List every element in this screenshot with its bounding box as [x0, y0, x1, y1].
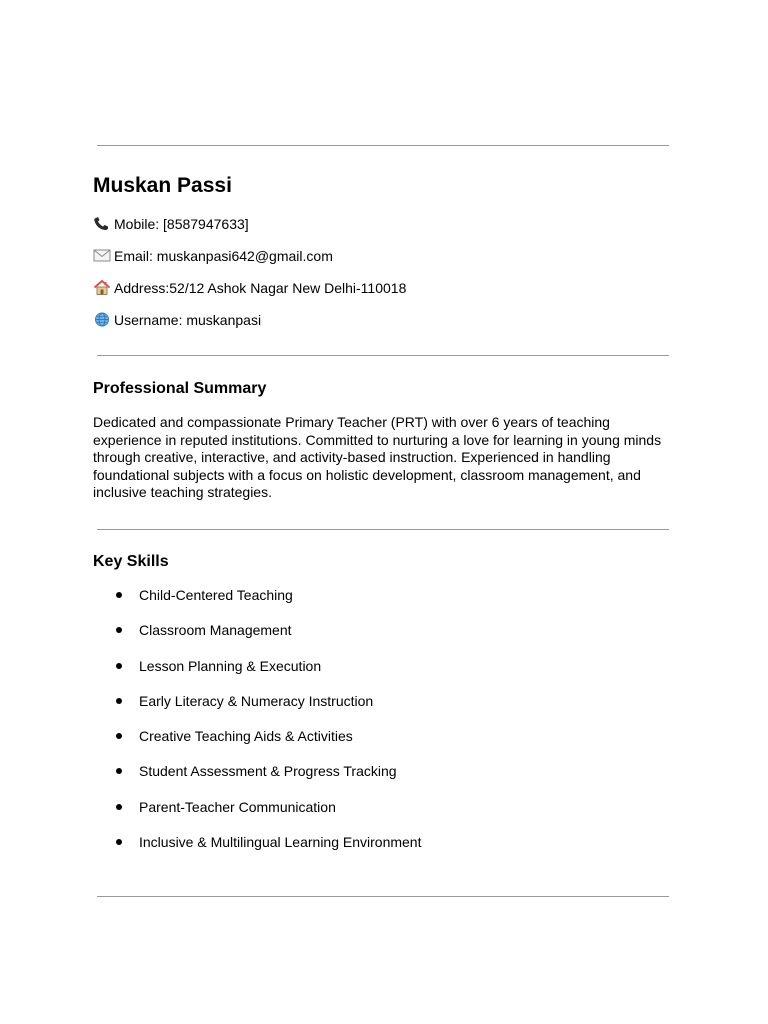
bullet	[116, 627, 122, 633]
bullet	[116, 804, 122, 810]
contact-email[interactable]	[93, 247, 333, 265]
house-icon	[93, 280, 111, 295]
mobile-text: Mobile: [8587947633]	[114, 216, 249, 232]
address-text: Address:52/12 Ashok Nagar New Delhi-110018	[114, 280, 407, 296]
skill-label: Child-Centered Teaching	[139, 587, 293, 603]
skill-label: Early Literacy & Numeracy Instruction	[139, 692, 374, 709]
skill-label: Creative Teaching Aids & Activities	[139, 728, 353, 745]
summary-heading: Professional Summary	[93, 380, 267, 397]
skill-label: Inclusive & Multilingual Learning Environment	[139, 834, 422, 851]
bullet	[116, 768, 122, 774]
email-text[interactable]: Email: muskanpasi642@gmail.com	[114, 248, 333, 264]
mail-icon	[93, 248, 111, 263]
skill-label: Parent-Teacher Communication	[139, 798, 336, 815]
username-text: Username: muskanpasi	[114, 312, 262, 328]
divider-bottom	[97, 896, 669, 897]
skills-heading: Key Skills	[93, 553, 169, 570]
phone-icon	[93, 216, 111, 231]
divider-after-contact	[97, 355, 669, 356]
skill-label: Classroom Management	[139, 622, 292, 639]
contact-address	[93, 279, 406, 297]
summary-paragraph: Dedicated and compassionate Primary Teacher (PRT) with over 6 years of teaching experience in reputed institutions. Committed to nurturing a love for learning in young minds through creative, interactive, and activity-based instruction. Experienced in handling foundational subjects with a focus on holistic development, classroom management, and inclusive teaching strategies.	[93, 414, 662, 500]
skill-label: Lesson Planning & Execution	[139, 657, 322, 674]
bullet	[116, 733, 122, 739]
divider-top	[97, 145, 669, 146]
bullet	[116, 698, 122, 704]
contact-username	[93, 311, 261, 329]
contact-mobile	[93, 215, 249, 233]
bullet	[116, 663, 122, 669]
divider-after-summary	[97, 529, 669, 530]
bullet	[116, 839, 122, 845]
globe-icon	[93, 312, 111, 327]
skill-label: Student Assessment & Progress Tracking	[139, 763, 397, 780]
candidate-name: Muskan Passi	[93, 174, 232, 197]
bullet	[116, 592, 122, 598]
